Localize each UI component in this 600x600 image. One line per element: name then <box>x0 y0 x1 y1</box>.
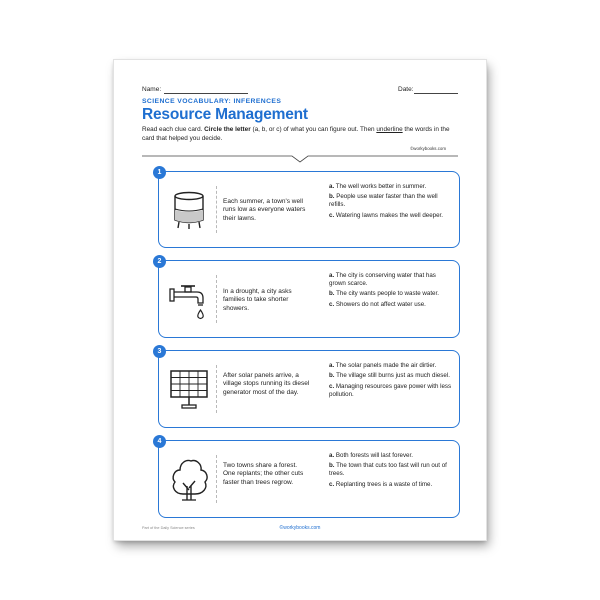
option-c[interactable]: c. Watering lawns makes the well deeper. <box>329 211 443 219</box>
clue-text: In a drought, a city asks families to take shorter showers. <box>223 288 292 312</box>
worksheet-title: Resource Management <box>142 106 308 123</box>
option-b[interactable]: b. People use water faster than the well refills. <box>329 193 438 209</box>
card-separator <box>216 186 217 233</box>
clue-card-3 <box>158 350 460 428</box>
card-separator <box>216 275 217 323</box>
instructions <box>142 126 460 144</box>
option-a[interactable]: a. The solar panels made the air dirtier. <box>329 362 437 369</box>
card-separator <box>216 455 217 503</box>
solar-panel-icon <box>167 368 211 412</box>
clue-text: After solar panels arrive, a village stops running its diesel generator most of the day. <box>223 372 310 396</box>
option-b[interactable]: b. The village still burns just as much diesel. <box>329 372 450 380</box>
header-divider <box>142 153 458 165</box>
option-b[interactable]: b. The city wants people to waste water. <box>329 290 439 298</box>
card-separator <box>216 365 217 413</box>
faucet-icon <box>167 275 211 323</box>
option-b[interactable]: b. The town that cuts too fast will run out of trees. <box>329 462 447 478</box>
name-label: Name: <box>142 86 162 93</box>
date-line[interactable] <box>414 93 458 94</box>
card-number-badge: 4 <box>153 435 166 448</box>
instructions-text-3: the words in the card that helped you decide. <box>142 126 450 142</box>
water-well-icon <box>167 187 211 231</box>
clue-text: Each summer, a town's well runs low as everyone waters their lawns. <box>223 198 306 222</box>
option-a[interactable]: a. The well works better in summer. <box>329 183 427 190</box>
instructions-text-2: (a, b, or c) of what you can figure out. Then <box>250 126 377 133</box>
answer-options <box>329 452 453 491</box>
worksheet-page <box>114 60 486 540</box>
footer-copyright[interactable]: ©workybooks.com <box>279 525 321 531</box>
copyright-top: ©workybooks.com <box>410 146 446 151</box>
instructions-underline: underline <box>376 126 403 133</box>
card-number-badge: 2 <box>153 255 166 268</box>
card-number-badge: 1 <box>153 166 166 179</box>
instructions-bold: Circle the letter <box>204 126 251 133</box>
footer-series: Part of the Daily Science series <box>142 526 195 530</box>
answer-options <box>329 362 453 401</box>
name-line[interactable] <box>164 93 248 94</box>
card-number-badge: 3 <box>153 345 166 358</box>
option-a[interactable]: a. Both forests will last forever. <box>329 452 413 459</box>
option-c[interactable]: c. Managing resources gave power with less pollution. <box>329 382 452 398</box>
clue-card-4 <box>158 440 460 518</box>
option-a[interactable]: a. The city is conserving water that has grown scarce. <box>329 272 436 288</box>
answer-options <box>329 183 453 222</box>
worksheet-subtitle: SCIENCE VOCABULARY: INFERENCES <box>142 98 282 105</box>
option-c[interactable]: c. Showers do not affect water use. <box>329 300 426 308</box>
clue-card-1 <box>158 171 460 248</box>
tree-icon <box>167 456 211 502</box>
answer-options <box>329 272 453 311</box>
date-label: Date: <box>398 86 414 93</box>
option-c[interactable]: c. Replanting trees is a waste of time. <box>329 480 433 488</box>
clue-text: Two towns share a forest. One replants; the other cuts faster than trees regrow. <box>223 462 304 486</box>
instructions-text-1: Read each clue card. <box>142 126 205 133</box>
clue-card-2 <box>158 260 460 338</box>
